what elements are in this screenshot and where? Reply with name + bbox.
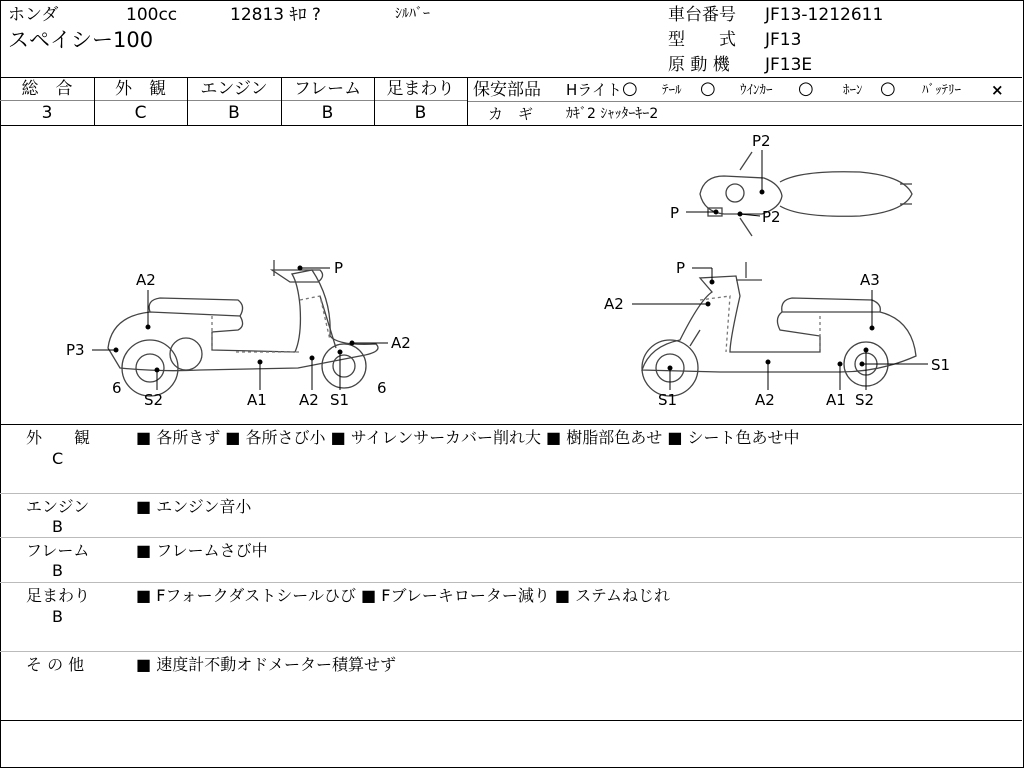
frame-grade: B bbox=[321, 103, 334, 123]
notes-top-line bbox=[0, 424, 1022, 425]
winker-mark: ○ bbox=[798, 78, 814, 99]
suspension-grade-label: 足まわり bbox=[386, 79, 455, 99]
note-engine-label: エンジン bbox=[26, 497, 90, 516]
notes-sep-3 bbox=[0, 582, 1022, 583]
label-top-p: P bbox=[670, 204, 680, 222]
label-left-p3: P3 bbox=[66, 341, 85, 359]
exterior-grade: C bbox=[134, 103, 147, 123]
label-right-a1: A1 bbox=[826, 391, 846, 409]
note-suspension-label: 足まわり bbox=[26, 586, 91, 605]
label-top-p2-upper: P2 bbox=[752, 132, 771, 150]
label-right-s1-front: S1 bbox=[658, 391, 678, 409]
safety-label: 保安部品 bbox=[473, 80, 541, 100]
horn-mark: ○ bbox=[880, 78, 896, 99]
note-engine-grade: B bbox=[52, 517, 63, 536]
note-exterior-label: 外 観 bbox=[26, 428, 91, 447]
label-top-p2-lower: P2 bbox=[762, 208, 781, 226]
overall-grade: 3 bbox=[41, 103, 53, 123]
overall-label: 総 合 bbox=[21, 79, 73, 99]
model-name: スペイシー100 bbox=[8, 28, 154, 52]
engine-label: 原 動 機 bbox=[668, 55, 730, 75]
frame-no-label: 車台番号 bbox=[668, 5, 736, 25]
label-left-s2: S2 bbox=[144, 391, 164, 409]
tail-label: ﾃｰﾙ bbox=[662, 83, 682, 98]
notes-sep-4 bbox=[0, 651, 1022, 652]
note-suspension-text: ■ Fフォークダストシールひび ■ Fブレーキローター減り ■ ステムねじれ bbox=[136, 586, 670, 605]
notes-bottom-line bbox=[0, 720, 1022, 721]
exterior-label: 外 観 bbox=[115, 79, 166, 99]
engine-value: JF13E bbox=[765, 55, 813, 75]
label-right-p: P bbox=[676, 259, 686, 277]
label-right-s1-rear: S1 bbox=[931, 356, 951, 374]
label-right-a2-floor: A2 bbox=[755, 391, 775, 409]
type-value: JF13 bbox=[765, 30, 802, 50]
label-left-a2-body: A2 bbox=[136, 271, 156, 289]
note-frame-text: ■ フレームさび中 bbox=[136, 541, 268, 560]
label-left-6-rear: 6 bbox=[112, 379, 122, 397]
note-suspension-grade: B bbox=[52, 607, 63, 626]
displacement: 100cc bbox=[126, 5, 178, 25]
label-right-s2: S2 bbox=[855, 391, 875, 409]
type-label: 型 式 bbox=[668, 30, 736, 50]
note-frame-label: フレーム bbox=[26, 541, 90, 560]
note-other-label: そ の 他 bbox=[26, 655, 85, 674]
note-exterior-text: ■ 各所きず ■ 各所さび小 ■ サイレンサーカバー削れ大 ■ 樹脂部色あせ ■ シート色あせ中 bbox=[136, 428, 800, 447]
headlight-mark: ○ bbox=[622, 78, 638, 99]
label-left-a2-front: A2 bbox=[391, 334, 411, 352]
note-frame-grade: B bbox=[52, 561, 63, 580]
label-right-a2-front: A2 bbox=[604, 295, 624, 313]
label-left-p: P bbox=[334, 259, 344, 277]
headlight-label: Hライト bbox=[566, 81, 622, 99]
color: ｼﾙﾊﾞｰ bbox=[395, 6, 430, 22]
frame-no: JF13-1212611 bbox=[765, 5, 884, 25]
notes-sep-1 bbox=[0, 493, 1022, 494]
engine-grade: B bbox=[228, 103, 240, 123]
suspension-grade: B bbox=[414, 103, 427, 123]
tail-mark: ○ bbox=[700, 78, 716, 99]
key-value: ｶｷﾞ2 ｼｬｯﾀｰｷｰ2 bbox=[566, 106, 659, 122]
mileage: 12813 ｷﾛ ? bbox=[230, 5, 321, 25]
key-label: カ ギ bbox=[488, 105, 534, 123]
scooter-top-view bbox=[700, 152, 912, 236]
winker-label: ｳｲﾝｶｰ bbox=[740, 83, 773, 98]
battery-label: ﾊﾞｯﾃﾘｰ bbox=[922, 83, 961, 98]
note-exterior-grade: C bbox=[52, 449, 64, 468]
engine-grade-label: エンジン bbox=[200, 79, 268, 99]
horn-label: ﾎｰﾝ bbox=[843, 83, 863, 98]
label-left-a1: A1 bbox=[247, 391, 267, 409]
label-right-a3: A3 bbox=[860, 271, 880, 289]
label-left-6-front: 6 bbox=[377, 379, 387, 397]
label-left-s1: S1 bbox=[330, 391, 350, 409]
battery-mark: × bbox=[991, 81, 1004, 99]
note-engine-text: ■ エンジン音小 bbox=[136, 497, 252, 516]
label-left-a2-floor: A2 bbox=[299, 391, 319, 409]
notes-sep-2 bbox=[0, 537, 1022, 538]
note-other-text: ■ 速度計不動オドメーター積算せず bbox=[136, 655, 397, 674]
maker: ホンダ bbox=[8, 5, 59, 25]
frame-grade-label: フレーム bbox=[293, 79, 362, 99]
